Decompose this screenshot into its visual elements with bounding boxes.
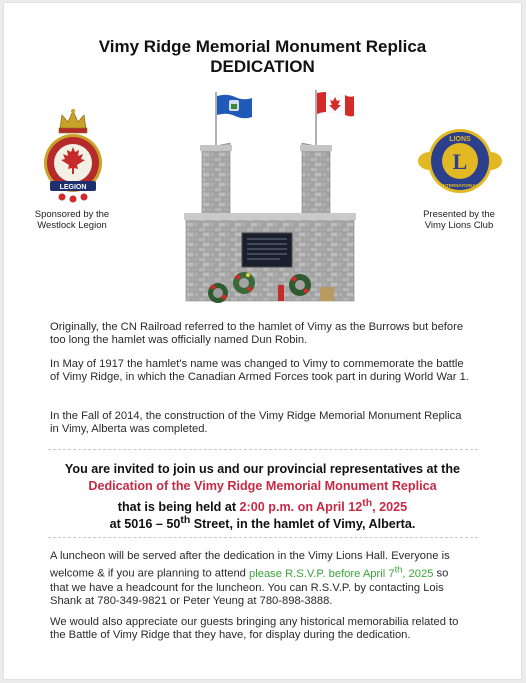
sponsor-line-2: Westlock Legion [37, 220, 107, 231]
address-rest: Street, in the hamlet of Vimy, Alberta. [190, 517, 416, 532]
presenter-caption [409, 209, 509, 231]
rsvp-text: please R.S.V.P. before April 7 [249, 568, 395, 581]
divider [48, 537, 478, 538]
invitation-line-1: You are invited to join us and our provincial representatives at the [64, 462, 461, 476]
monument-image [182, 87, 358, 309]
lions-top-text: LIONS [449, 136, 471, 143]
luncheon-text-start: A luncheon will be served after the dedication in the Vimy Lions Hall. Everyone is welcome & if you are planning to attend [50, 550, 450, 581]
address-suffix: th [180, 514, 191, 526]
history-paragraph-2: In May of 1917 the hamlet's name was changed to Vimy to commemorate the battle of Vimy Ridge, in which the Canadian Armed Forces took part in during World War 1. [50, 358, 469, 384]
luncheon-paragraph [50, 550, 470, 608]
address-number: at 5016 – 50 [109, 517, 181, 532]
wreath-icon [233, 272, 255, 294]
event-year: , 2025 [372, 500, 408, 515]
legion-banner-text: LEGION [59, 184, 87, 191]
memorabilia-paragraph: We would also appreciate our guests bringing any historical memorabilia related to the Battle of Vimy Ridge that they have, for display during the dedication. [50, 616, 459, 642]
title-line-2: DEDICATION [210, 57, 315, 76]
canada-flag-icon [317, 92, 354, 117]
datetime-prefix: that is being held at [117, 500, 240, 515]
event-date-suffix: th [362, 497, 373, 509]
divider [48, 449, 478, 450]
lions-ring-text: INTERNATIONAL [441, 183, 479, 188]
rsvp-year: , 2025 [402, 568, 434, 581]
history-paragraph-1: Originally, the CN Railroad referred to the hamlet of Vimy as the Burrows but before too long the hamlet was officially named Dun Robin. [50, 321, 464, 347]
flyer-page [4, 3, 521, 679]
sponsor-caption [22, 209, 122, 231]
svg-text:L: L [452, 149, 468, 174]
rsvp-deadline [249, 564, 434, 581]
rsvp-date-suffix: th [394, 564, 403, 575]
title-line-1: Vimy Ridge Memorial Monument Replica [98, 37, 427, 56]
wreath-icon [208, 283, 228, 303]
wreath-icon [289, 274, 311, 296]
legion-badge-icon [40, 107, 106, 205]
sponsor-line-1: Sponsored by the [34, 209, 110, 220]
presenter-line-2: Vimy Lions Club [424, 220, 494, 231]
lions-emblem-icon [418, 121, 502, 201]
presenter-line-1: Presented by the [423, 209, 495, 220]
alberta-flag-icon [217, 95, 252, 119]
invitation-event-title: Dedication of the Vimy Ridge Memorial Monument Replica [88, 479, 437, 493]
invitation-address [4, 512, 521, 533]
event-time-text: 2:00 p.m. on April 12 [239, 500, 363, 515]
history-paragraph-3: In the Fall of 2014, the construction of the Vimy Ridge Memorial Monument Replica in Vimy, Alberta was completed. [50, 410, 462, 436]
luncheon-text-end: so that we have a headcount for the luncheon. You can R.S.V.P. by contacting Lois Shank at 780-349-9821 or Peter Yeung at 780-898-3888. [50, 568, 449, 607]
